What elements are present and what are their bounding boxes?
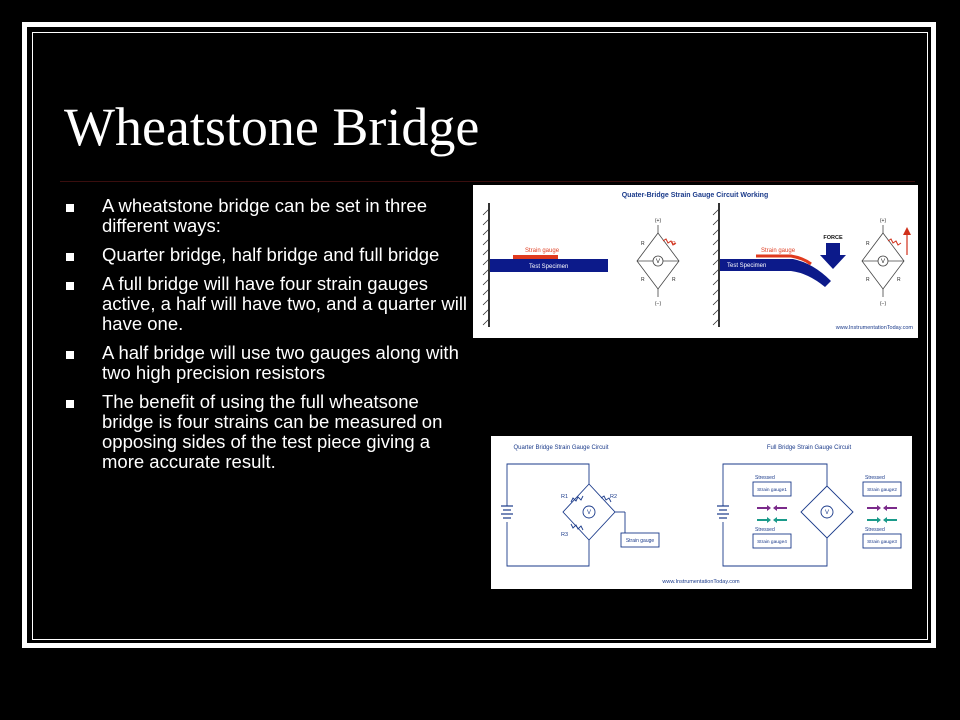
- svg-text:R: R: [672, 241, 676, 247]
- bullet-item: [62, 392, 472, 472]
- strain-gauge-box-label: Strain gauge: [625, 538, 655, 544]
- svg-text:V: V: [586, 510, 592, 516]
- quarter-bridge-working-diagram: [473, 185, 918, 338]
- bullet-list: [62, 196, 472, 481]
- quarter-bridge-title: Quarter Bridge Strain Gauge Circuit: [513, 445, 609, 451]
- bullet-square-icon: [66, 351, 74, 359]
- bullet-item: [62, 274, 472, 334]
- stressed-label: Stressed: [755, 475, 775, 481]
- plus-label: (+): [654, 218, 662, 224]
- strain-gauge-strip: [513, 255, 558, 259]
- bullet-text: The benefit of using the full wheatsone bridge is four strains can be measured on opposing sides of the test piece giving a more accurate result.: [102, 391, 443, 472]
- svg-text:R: R: [672, 277, 676, 283]
- r3-label: R3: [561, 532, 569, 538]
- diagram1-title: Quater-Bridge Strain Gauge Circuit Working: [621, 192, 769, 199]
- bullet-item: [62, 196, 472, 236]
- gauge1-label: Strain gauge1: [757, 488, 787, 493]
- svg-text:R: R: [866, 277, 870, 283]
- full-bridge-title: Full Bridge Strain Gauge Circuit: [766, 445, 852, 451]
- svg-text:(+): (+): [879, 218, 887, 224]
- r1-label: R1: [561, 494, 569, 500]
- slide-title: Wheatstone Bridge: [64, 97, 480, 157]
- bullet-text: A half bridge will use two gauges along with two high precision resistors: [102, 342, 459, 383]
- voltmeter-label: V: [655, 259, 661, 265]
- gauge2-label: Strain gauge2: [867, 488, 897, 493]
- bullet-item: [62, 343, 472, 383]
- svg-text:V: V: [880, 259, 886, 265]
- bullet-text: Quarter bridge, half bridge and full bridge: [102, 244, 440, 265]
- diagram1-website: www.InstrumentationToday.com: [835, 325, 913, 331]
- stressed-label: Stressed: [865, 527, 885, 533]
- test-specimen-label: Test Specimen: [529, 264, 569, 270]
- svg-text:R: R: [866, 241, 870, 247]
- gauge4-label: Strain gauge4: [757, 540, 787, 545]
- svg-text:R: R: [897, 277, 901, 283]
- gauge3-label: Strain gauge3: [867, 540, 897, 545]
- bullet-item: [62, 245, 472, 265]
- bridge-circuits-diagram: [491, 436, 912, 589]
- bullet-text: A wheatstone bridge can be set in three different ways:: [102, 195, 427, 236]
- title-divider: [60, 181, 915, 182]
- increase-arrow-icon: [903, 227, 911, 235]
- stressed-label: Stressed: [755, 527, 775, 533]
- svg-text:Test Specimen: Test Specimen: [727, 263, 767, 269]
- r2-label: R2: [610, 494, 618, 500]
- diagram2-website: www.InstrumentationToday.com: [662, 579, 740, 585]
- strain-gauge-label: Strain gauge: [525, 248, 560, 254]
- stressed-label: Stressed: [865, 475, 885, 481]
- bullet-square-icon: [66, 204, 74, 212]
- svg-text:(−): (−): [879, 301, 887, 307]
- bullet-square-icon: [66, 400, 74, 408]
- svg-text:R: R: [641, 277, 645, 283]
- bullet-square-icon: [66, 282, 74, 290]
- svg-text:V: V: [824, 510, 830, 516]
- force-arrow-icon: [820, 243, 846, 269]
- bullet-text: A full bridge will have four strain gauges active, a half will have two, and a quarter will have one.: [102, 273, 468, 334]
- svg-text:Strain gauge: Strain gauge: [761, 248, 796, 254]
- bullet-square-icon: [66, 253, 74, 261]
- force-label: FORCE: [823, 235, 843, 241]
- minus-label: (−): [654, 301, 662, 307]
- svg-text:R: R: [641, 241, 645, 247]
